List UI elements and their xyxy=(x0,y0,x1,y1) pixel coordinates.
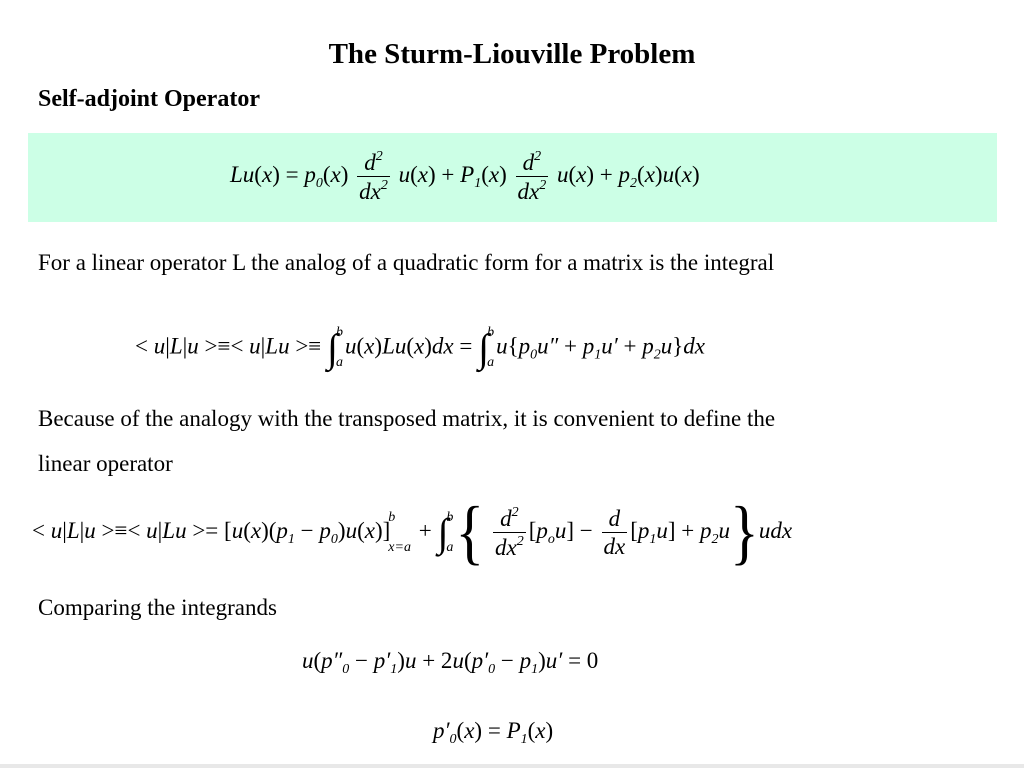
result-equation: $p'_0(x) = P_1(x)$ xyxy=(433,718,554,747)
operator-definition-equation: $Lu(x) = p_0(x)$ $\frac{d^2}{dx^2}$ $u(x) + P_1(x)$ $\frac{d^2}{dx^2}$ $u(x) + p_2(x)u(x)$ xyxy=(230,149,700,204)
paragraph-quadratic-form: For a linear operator L the analog of a quadratic form for a matrix is the integral xyxy=(38,250,775,275)
quadratic-form-equation: < u|L|u >≡< u|Lu >≡ ∫ b a u(x)Lu(x)dx = ∫ b a $u\{p_0u'' + p_1u' + p_2u\}dx$ xyxy=(135,325,705,371)
section-heading: Self-adjoint Operator xyxy=(38,86,260,112)
adjoint-operator-equation: < u|L|u >≡< $u|Lu >= [u(x)(p_1 - p_0)u(x)]$ b x=a + ∫ b a { $\frac{d^2}{dx^2}$ $[p_ou]$ − $\frac{d}{dx}$ $[p_1u] + p_2u\}udx$ xyxy=(32,492,793,572)
paragraph-transposed-line1: Because of the analogy with the transposed matrix, it is convenient to define the xyxy=(38,406,776,431)
paragraph-transposed-line2: linear operator xyxy=(38,451,173,476)
paragraph-comparing: Comparing the integrands xyxy=(38,595,277,620)
integrand-comparison-equation: $u(p''_0 - p'_1)u + 2u(p'_0 - p_1)u' = 0$ xyxy=(302,648,599,677)
footer-divider xyxy=(0,764,1024,768)
slide-title: The Sturm-Liouville Problem xyxy=(328,38,696,70)
